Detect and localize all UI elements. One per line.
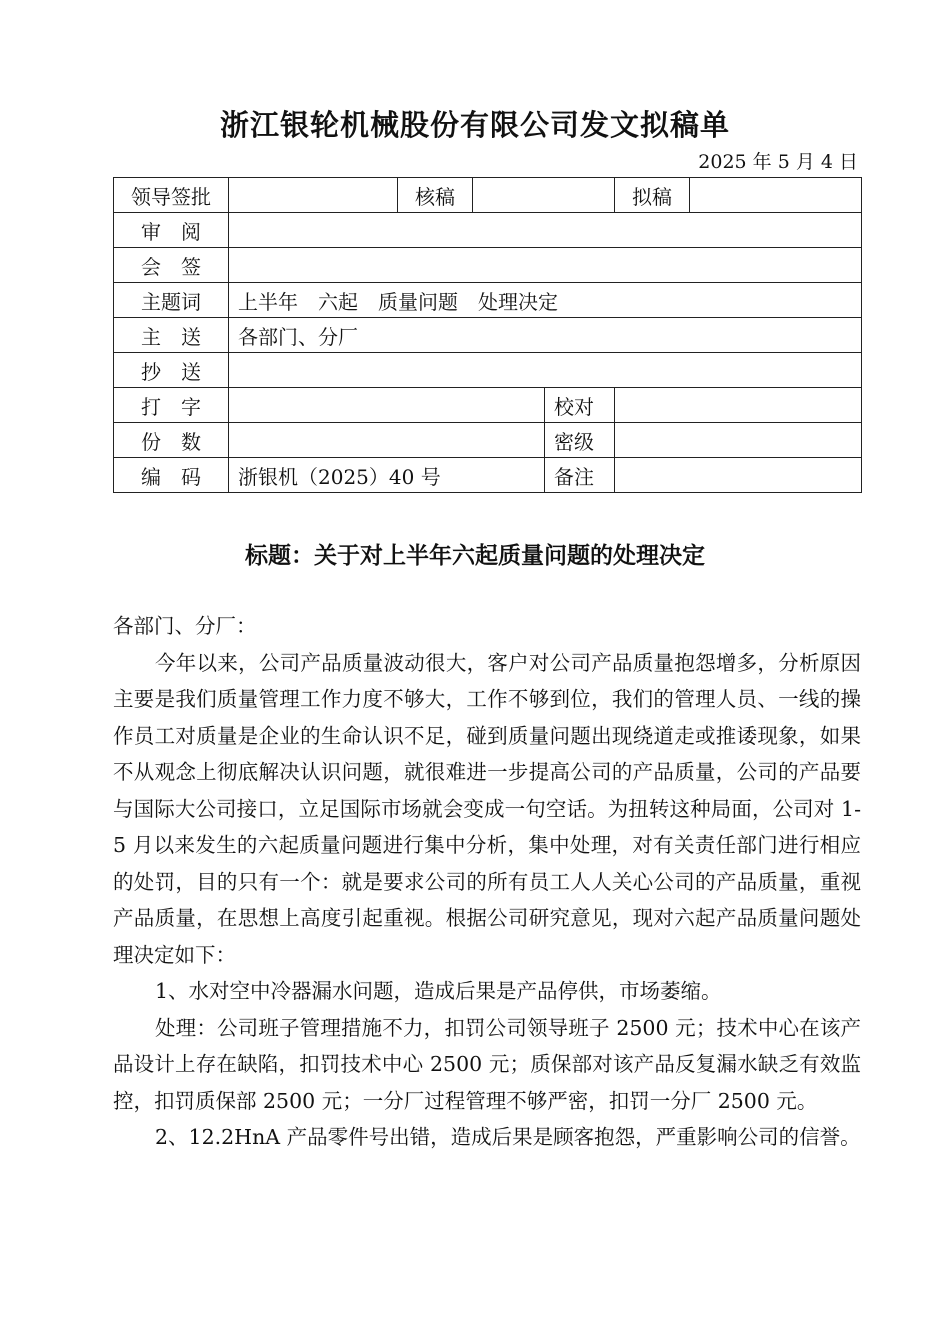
form-row-keywords (114, 283, 862, 318)
proofread-label: 校对 (545, 388, 615, 423)
document-date: 2025 年 5 月 4 日 (698, 151, 858, 173)
form-row-approval (114, 178, 862, 213)
cc-field[interactable] (229, 353, 862, 388)
form-row-code (114, 458, 862, 493)
form-row-cc (114, 353, 862, 388)
drafter-label: 拟稿 (615, 178, 690, 213)
secrecy-label: 密级 (545, 423, 615, 458)
form-row-countersign (114, 248, 862, 283)
body-paragraph: 1、水对空中冷器漏水问题，造成后果是产品停供，市场萎缩。 (155, 979, 722, 1003)
salutation: 各部门、分厂： (113, 614, 257, 638)
countersign-label: 会 签 (114, 248, 229, 283)
review-draft-field[interactable] (473, 178, 615, 213)
draft-form-table (113, 177, 862, 493)
document-heading: 标题：关于对上半年六起质量问题的处理决定 (245, 543, 705, 569)
form-row-review (114, 213, 862, 248)
page-title: 浙江银轮机械股份有限公司发文拟稿单 (219, 108, 730, 142)
body-paragraph: 处理：公司班子管理措施不力，扣罚公司领导班子 2500 元；技术中心在该产品设计上存在缺陷，扣罚技术中心 2500 元；质保部对该产品反复漏水缺乏有效监控，扣罚质保部 2500 元；一分厂过程管理不够严密，扣罚一分厂 2500 元。 (113, 1015, 861, 1113)
typing-field[interactable] (229, 388, 545, 423)
leader-approval-field[interactable] (229, 178, 398, 213)
copies-label: 份 数 (114, 423, 229, 458)
leader-approval-label: 领导签批 (114, 178, 229, 213)
remarks-label: 备注 (545, 458, 615, 493)
keywords-field[interactable]: 上半年 六起 质量问题 处理决定 (229, 283, 862, 318)
main-recipient-field[interactable]: 各部门、分厂 (229, 318, 862, 353)
form-row-main-recipient (114, 318, 862, 353)
review-field[interactable] (229, 213, 862, 248)
form-row-typing (114, 388, 862, 423)
drafter-field[interactable] (690, 178, 862, 213)
form-row-copies (114, 423, 862, 458)
copies-field[interactable] (229, 423, 545, 458)
code-label: 编 码 (114, 458, 229, 493)
review-draft-label: 核稿 (398, 178, 473, 213)
review-label: 审 阅 (114, 213, 229, 248)
document-body (113, 608, 861, 1156)
body-paragraph: 2、12.2HnA 产品零件号出错，造成后果是顾客抱怨，严重影响公司的信誉。 (155, 1125, 861, 1149)
countersign-field[interactable] (229, 248, 862, 283)
proofread-field[interactable] (615, 388, 862, 423)
remarks-field[interactable] (615, 458, 862, 493)
cc-label: 抄 送 (114, 353, 229, 388)
secrecy-field[interactable] (615, 423, 862, 458)
body-paragraph: 今年以来，公司产品质量波动很大，客户对公司产品质量抱怨增多，分析原因主要是我们质量管理工作力度不够大，工作不够到位，我们的管理人员、一线的操作员工对质量是企业的生命认识不足，碰到质量问题出现绕道走或推诿现象，如果不从观念上彻底解决认识问题，就很难进一步提高公司的产品质量，公司的产品要与国际大公司接口，立足国际市场就会变成一句空话。为扭转这种局面，公司对 1-5 月以来发生的六起质量问题进行集中分析，集中处理，对有关责任部门进行相应的处罚，目的只有一个：就是要求公司的所有员工人人关心公司的产品质量，重视产品质量，在思想上高度引起重视。根据公司研究意见，现对六起产品质量问题处理决定如下： (113, 650, 861, 967)
code-field[interactable]: 浙银机（2025）40 号 (229, 458, 545, 493)
keywords-label: 主题词 (114, 283, 229, 318)
main-recipient-label: 主 送 (114, 318, 229, 353)
typing-label: 打 字 (114, 388, 229, 423)
